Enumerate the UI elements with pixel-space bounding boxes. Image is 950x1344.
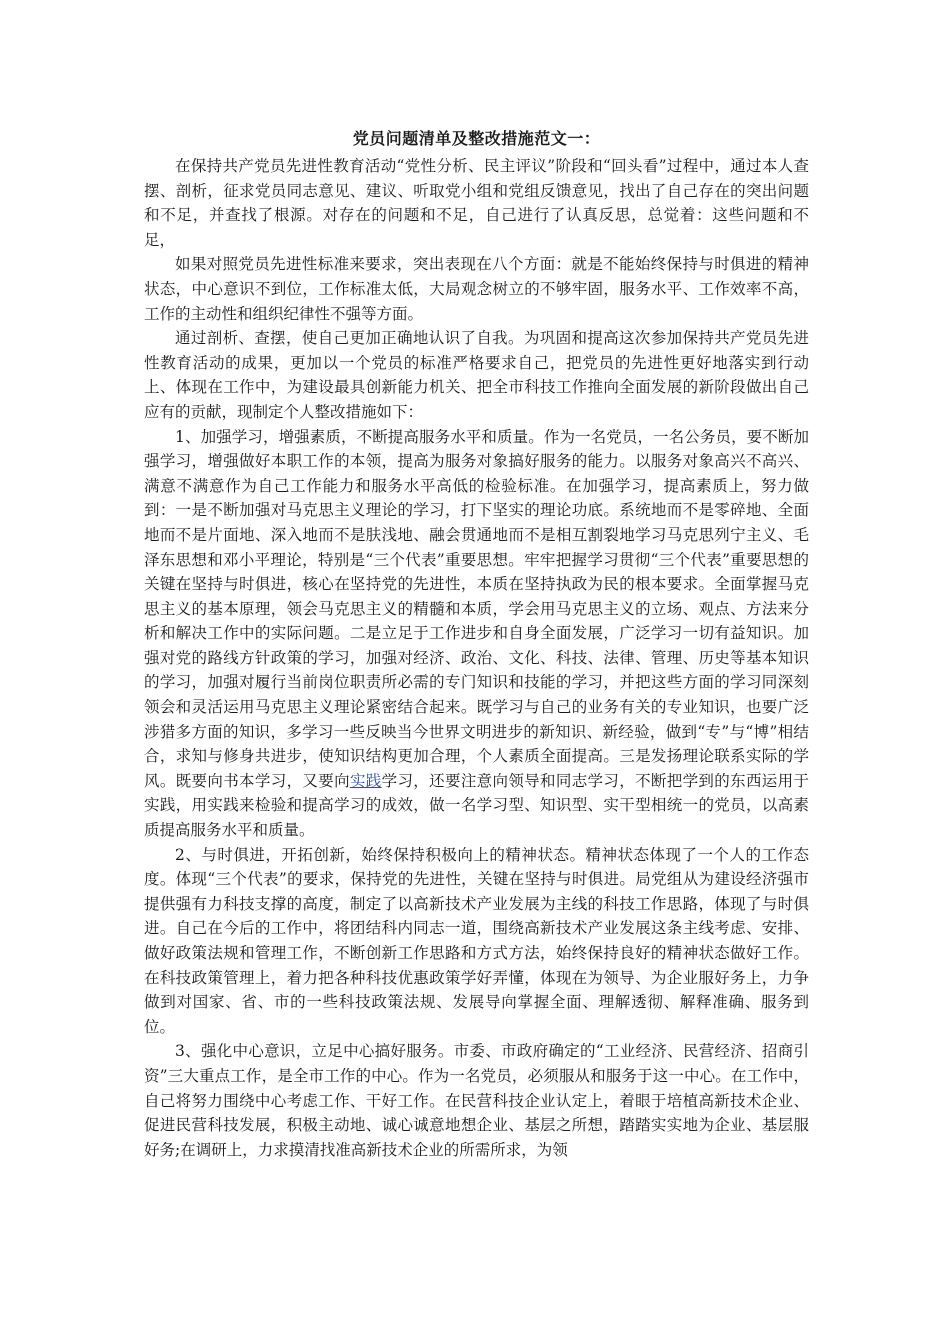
- paragraph-analysis: 通过剖析、查摆，使自己更加正确地认识了自我。为巩固和提高这次参加保持共产党员先进性教育活动的成果，更加以一个党员的标准严格要求自己，把党员的先进性更好地落实到行动上、体现在工作中，为建设最具创新能力机关、把全市科技工作推向全面发展的新阶段做出自己应有的贡献，现制定个人整改措施如下：: [144, 329, 809, 421]
- paragraph-measure-2: 2、与时俱进，开拓创新，始终保持积极向上的精神状态。精神状态体现了一个人的工作态度。体现“三个代表”的要求，保持党的先进性，关键在坚持与时俱进。局党组从为建设经济强市提供强有力科技支撑的高度，制定了以高新技术产业发展为主线的科技工作思路，体现了与时俱进。自己在今后的工作中，将团结科内同志一道，围绕高新技术产业发展这条主线考虑、安排、做好政策法规和管理工作，不断创新工作思路和方式方法，始终保持良好的精神状态做好工作。在科技政策管理上，着力把各种科技优惠政策学好弄懂，体现在为领导、为企业服好务上，力争做到对国家、省、市的一些科技政策法规、发展导向掌握全面、理解透彻、解释准确、服务到位。: [144, 845, 809, 1036]
- practice-link[interactable]: 实践: [349, 771, 382, 790]
- paragraph-intro: 在保持共产党员先进性教育活动“党性分析、民主评议”阶段和“回头看”过程中，通过本人查摆、剖析，征求党员同志意见、建议、听取党小组和党组反馈意见，找出了自己存在的突出问题和不足，并查找了根源。对存在的问题和不足，自己进行了认真反思，总觉着：这些问题和不足，: [144, 157, 809, 249]
- document-title: 党员问题清单及整改措施范文一：: [352, 129, 601, 148]
- measure-1-text-before: 1、加强学习，增强素质，不断提高服务水平和质量。作为一名党员，一名公务员，要不断加强学习，增强做好本职工作的本领，提高为服务对象搞好服务的能力。以服务对象高兴不高兴、满意不满意作为自己工作能力和服务水平高低的检验标准。在加强学习，提高素质上，努力做到：一是不断加强对马克思主义理论的学习，打下坚实的理论功底。系统地而不是零碎地、全面地而不是片面地、深入地而不是肤浅地、融会贯通地而不是相互割裂地学习马克思列宁主义、毛泽东思想和邓小平理论，特别是“三个代表”重要思想。牢牢把握学习贯彻“三个代表”重要思想的关键在坚持与时俱进，核心在坚持党的先进性，本质在坚持执政为民的根本要求。全面掌握马克思主义的基本原理，领会马克思主义的精髓和本质，学会用马克思主义的立场、观点、方法来分析和解决工作中的实际问题。二是立足于工作进步和自身全面发展，广泛学习一切有益知识。加强对党的路线方针政策的学习，加强对经济、政治、文化、科技、法律、管理、历史等基本知识的学习，加强对履行当前岗位职责所必需的专门知识和技能的学习，并把这些方面的学习同深刻领会和灵活运用马克思主义理论紧密结合起来。既学习与自己的业务有关的专业知识，也要广泛涉猎多方面的知识，多学习一些反映当今世界文明进步的新知识、新经验，做到“专”与“博”相结合，求知与修身共进步，使知识结构更加合理，个人素质全面提高。三是发扬理论联系实际的学风。既要向书本学习，又要向: [144, 427, 809, 790]
- measure-1-text-after: 学习，还要注意向领导和同志学习，不断把学到的东西运用于实践，用实践来检验和提高学习的成效，做一名学习型、知识型、实干型相统一的党员，以高素质提高服务水平和质量。: [144, 771, 809, 840]
- paragraph-measure-1: [144, 425, 809, 843]
- paragraph-problems: 如果对照党员先进性标准来要求，突出表现在八个方面：就是不能始终保持与时俱进的精神状态，中心意识不到位，工作标准太低，大局观念树立的不够牢固，服务水平、工作效率不高，工作的主动性和组织纪律性不强等方面。: [144, 255, 809, 323]
- paragraph-measure-3: 3、强化中心意识，立足中心搞好服务。市委、市政府确定的“工业经济、民营经济、招商引资”三大重点工作，是全市工作的中心。作为一名党员，必须服从和服务于这一中心。在工作中，自己将努力围绕中心考虑工作、干好工作。在民营科技企业认定上，着眼于培植高新技术企业、促进民营科技发展，积极主动地、诚心诚意地想企业、基层之所想，踏踏实实地为企业、基层服好务;在调研上，力求摸清找准高新技术企业的所需所求，为领: [144, 1042, 809, 1159]
- document-body: [144, 126, 809, 1162]
